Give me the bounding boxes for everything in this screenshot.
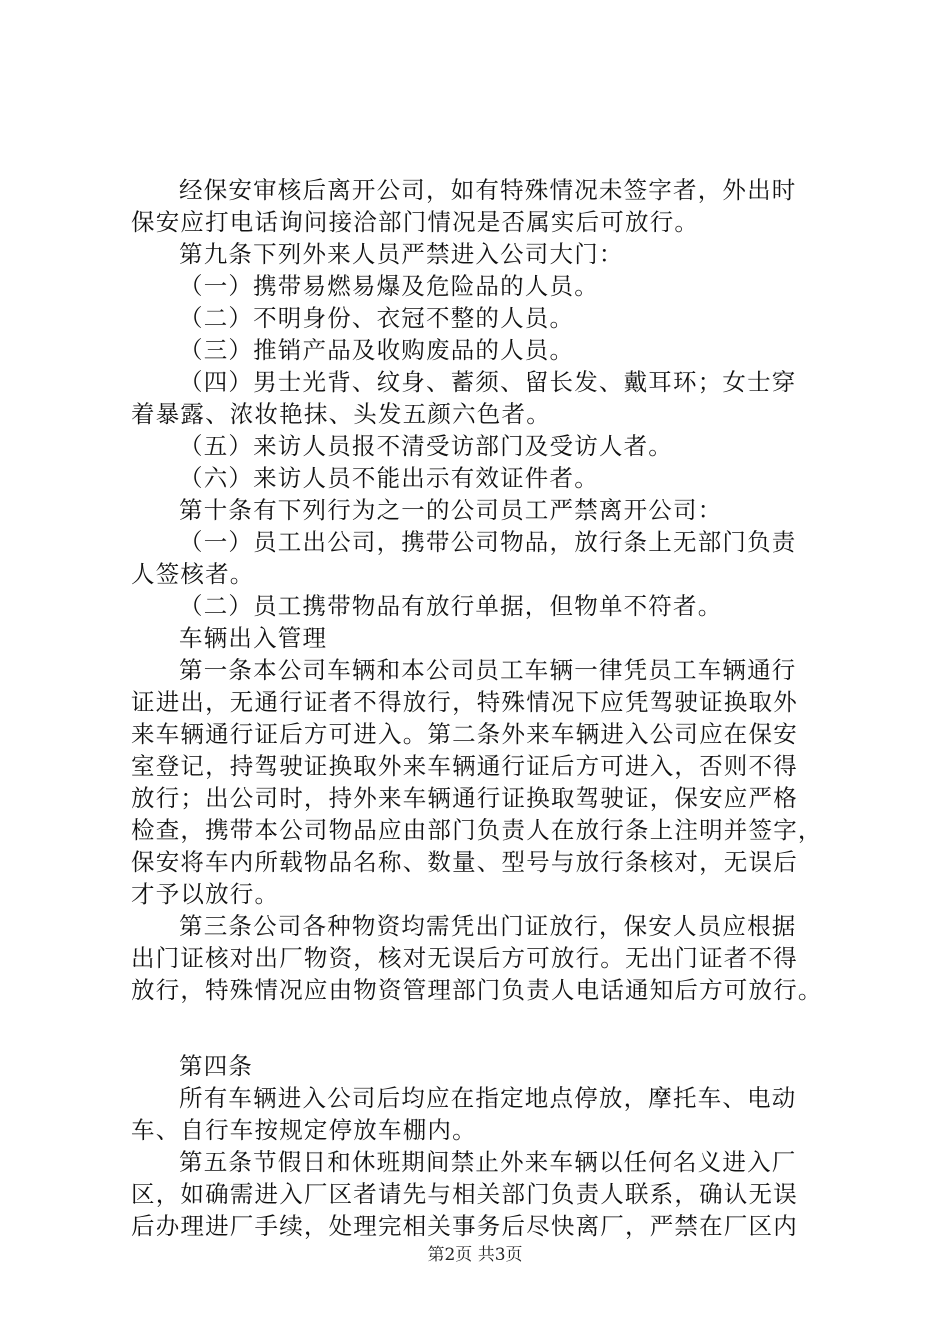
text-line: 才予以放行。 (131, 880, 280, 908)
text-line: 车、自行车按规定停放车棚内。 (131, 1116, 477, 1144)
text-line: 保安将车内所载物品名称、数量、型号与放行条核对，无误后 (131, 848, 798, 876)
text-line: 人签核者。 (131, 560, 255, 588)
text-line: 来车辆通行证后方可进入。第二条外来车辆进入公司应在保安 (131, 720, 798, 748)
document-body (131, 174, 851, 1242)
text-line: 第九条下列外来人员严禁进入公司大门： (179, 240, 624, 268)
text-line: 检查，携带本公司物品应由部门负责人在放行条上注明并签字， (131, 816, 823, 844)
text-line: 出门证核对出厂物资，核对无误后方可放行。无出门证者不得 (131, 944, 798, 972)
text-line: 区，如确需进入厂区者请先与相关部门负责人联系，确认无误 (131, 1180, 798, 1208)
text-line: 保安应打电话询问接洽部门情况是否属实后可放行。 (131, 208, 700, 236)
text-line: 后办理进厂手续，处理完相关事务后尽快离厂，严禁在厂区内 (131, 1212, 798, 1240)
text-line: （三）推销产品及收购废品的人员。 (179, 336, 575, 364)
text-line: 第五条节假日和休班期间禁止外来车辆以任何名义进入厂 (179, 1148, 797, 1176)
text-line: （一）携带易燃易爆及危险品的人员。 (179, 272, 599, 300)
text-line: 第一条本公司车辆和本公司员工车辆一律凭员工车辆通行 (179, 656, 797, 684)
text-line: 第三条公司各种物资均需凭出门证放行，保安人员应根据 (179, 912, 797, 940)
text-line: 放行；出公司时，持外来车辆通行证换取驾驶证，保安应严格 (131, 784, 798, 812)
text-line: （二）不明身份、衣冠不整的人员。 (179, 304, 575, 332)
text-line: （一）员工出公司，携带公司物品，放行条上无部门负责 (179, 528, 797, 556)
text-line: （六）来访人员不能出示有效证件者。 (179, 464, 599, 492)
text-line: 第十条有下列行为之一的公司员工严禁离开公司： (179, 496, 723, 524)
text-line: 第四条 (179, 1052, 254, 1080)
text-line: 经保安审核后离开公司，如有特殊情况未签字者，外出时 (179, 176, 797, 204)
text-line: 着暴露、浓妆艳抹、头发五颜六色者。 (131, 400, 551, 428)
paragraph-gap (131, 1006, 851, 1050)
text-line: 车辆出入管理 (179, 624, 328, 652)
text-line: 证进出，无通行证者不得放行，特殊情况下应凭驾驶证换取外 (131, 688, 798, 716)
text-line: （五）来访人员报不清受访部门及受访人者。 (179, 432, 673, 460)
text-line: 室登记，持驾驶证换取外来车辆通行证后方可进入，否则不得 (131, 752, 798, 780)
text-line: （二）员工携带物品有放行单据，但物单不符者。 (179, 592, 723, 620)
text-line: 所有车辆进入公司后均应在指定地点停放，摩托车、电动 (179, 1084, 797, 1112)
text-line: （四）男士光背、纹身、蓄须、留长发、戴耳环；女士穿 (179, 368, 797, 396)
text-line: 放行，特殊情况应由物资管理部门负责人电话通知后方可放行。 (131, 976, 823, 1004)
page-footer: 第2页 共3页 (427, 1245, 523, 1265)
